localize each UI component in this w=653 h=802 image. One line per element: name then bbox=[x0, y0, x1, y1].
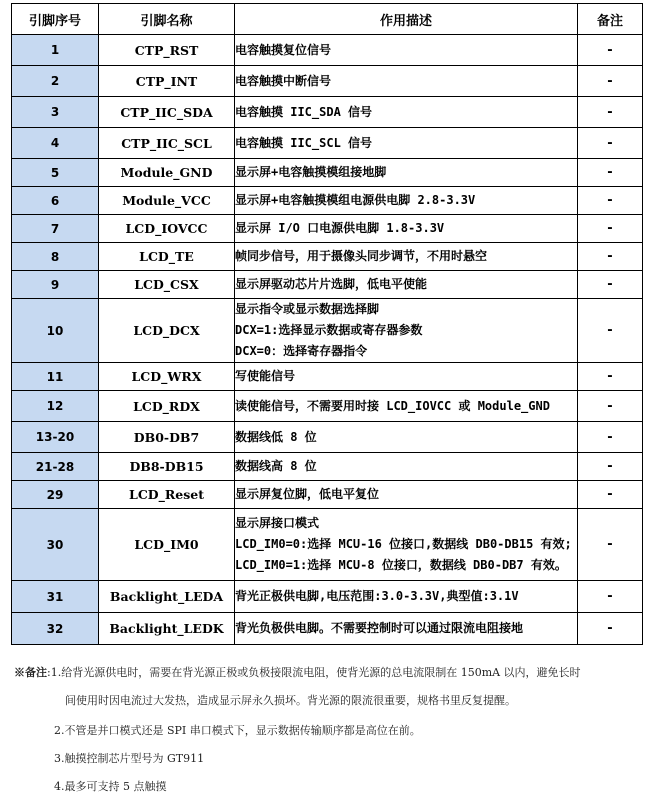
pin-number: 6 bbox=[12, 187, 99, 215]
pin-remark: - bbox=[578, 243, 643, 271]
pin-number: 21-28 bbox=[12, 453, 99, 481]
pin-number: 3 bbox=[12, 97, 99, 128]
pin-description bbox=[235, 97, 578, 128]
description-line: 电容触摸中断信号 bbox=[235, 73, 332, 88]
table-row bbox=[12, 581, 643, 613]
pin-remark: - bbox=[578, 509, 643, 581]
pin-description bbox=[235, 243, 578, 271]
pin-name: Module_VCC bbox=[99, 187, 235, 215]
pin-description bbox=[235, 422, 578, 453]
table-header-row bbox=[12, 4, 643, 35]
pin-remark: - bbox=[578, 481, 643, 509]
pin-name: LCD_CSX bbox=[99, 271, 235, 299]
table-row bbox=[12, 422, 643, 453]
note-line-2: 2.不管是并口模式还是 SPI 串口模式下，显示数据传输顺序都是高位在前。 bbox=[54, 724, 421, 737]
pin-name: DB0-DB7 bbox=[99, 422, 235, 453]
table-row bbox=[12, 509, 643, 581]
pin-remark: - bbox=[578, 128, 643, 159]
pin-description bbox=[235, 363, 578, 391]
pin-description bbox=[235, 391, 578, 422]
pin-name: LCD_IOVCC bbox=[99, 215, 235, 243]
table-row bbox=[12, 271, 643, 299]
pin-name: LCD_Reset bbox=[99, 481, 235, 509]
pin-number: 2 bbox=[12, 66, 99, 97]
pin-remark: - bbox=[578, 363, 643, 391]
description-line: LCD_IM0=1:选择 MCU-8 位接口，数据线 DB0-DB7 有效。 bbox=[235, 558, 567, 572]
description-line: 帧同步信号，用于摄像头同步调节，不用时悬空 bbox=[235, 249, 488, 263]
pin-name: LCD_IM0 bbox=[99, 509, 235, 581]
pin-number: 9 bbox=[12, 271, 99, 299]
pin-remark: - bbox=[578, 422, 643, 453]
description-line: LCD_IM0=0:选择 MCU-16 位接口,数据线 DB0-DB15 有效; bbox=[235, 537, 572, 551]
pin-remark: - bbox=[578, 35, 643, 66]
pin-name: CTP_RST bbox=[99, 35, 235, 66]
pin-remark: - bbox=[578, 613, 643, 645]
header-pin-number: 引脚序号 bbox=[12, 4, 99, 35]
pin-name: Module_GND bbox=[99, 159, 235, 187]
description-line: 显示屏 I/O 口电源供电脚 1.8-3.3V bbox=[235, 221, 445, 235]
pin-remark: - bbox=[578, 299, 643, 363]
description-line: 电容触摸 IIC_SDA 信号 bbox=[235, 104, 373, 119]
pin-name: CTP_IIC_SDA bbox=[99, 97, 235, 128]
pin-remark: - bbox=[578, 453, 643, 481]
pin-description bbox=[235, 187, 578, 215]
table-row bbox=[12, 391, 643, 422]
pin-name: LCD_RDX bbox=[99, 391, 235, 422]
pin-number: 5 bbox=[12, 159, 99, 187]
pin-name: Backlight_LEDK bbox=[99, 613, 235, 645]
pin-remark: - bbox=[578, 581, 643, 613]
header-pin-name: 引脚名称 bbox=[99, 4, 235, 35]
pin-remark: - bbox=[578, 187, 643, 215]
description-line: DCX=0：选择寄存器指令 bbox=[235, 344, 368, 358]
table-row bbox=[12, 481, 643, 509]
description-line: 显示屏驱动芯片片选脚，低电平使能 bbox=[235, 277, 428, 291]
pin-description bbox=[235, 215, 578, 243]
description-line: 写使能信号 bbox=[235, 369, 296, 383]
pin-number: 30 bbox=[12, 509, 99, 581]
table-row bbox=[12, 363, 643, 391]
pin-description bbox=[235, 271, 578, 299]
table-row bbox=[12, 215, 643, 243]
table-row bbox=[12, 453, 643, 481]
pin-number: 11 bbox=[12, 363, 99, 391]
pin-remark: - bbox=[578, 271, 643, 299]
table-row bbox=[12, 66, 643, 97]
table-row bbox=[12, 35, 643, 66]
pin-number: 31 bbox=[12, 581, 99, 613]
description-line: 显示屏复位脚，低电平复位 bbox=[235, 487, 380, 501]
pin-number: 12 bbox=[12, 391, 99, 422]
pin-table bbox=[11, 3, 643, 645]
pin-remark: - bbox=[578, 66, 643, 97]
table-row bbox=[12, 97, 643, 128]
pin-description bbox=[235, 159, 578, 187]
pin-description bbox=[235, 299, 578, 363]
description-line: 数据线低 8 位 bbox=[235, 429, 317, 444]
description-line: 背光负极供电脚。不需要控制时可以通过限流电阻接地 bbox=[235, 621, 524, 635]
header-description: 作用描述 bbox=[235, 4, 578, 35]
pin-name: DB8-DB15 bbox=[99, 453, 235, 481]
description-line: DCX=1:选择显示数据或寄存器参数 bbox=[235, 323, 423, 337]
note-line-3: 3.触摸控制芯片型号为 GT911 bbox=[54, 752, 205, 765]
description-line: 显示屏+电容触摸模组接地脚 bbox=[235, 165, 387, 179]
table-row bbox=[12, 299, 643, 363]
table-row bbox=[12, 187, 643, 215]
pin-description bbox=[235, 613, 578, 645]
pin-description bbox=[235, 481, 578, 509]
pin-name: Backlight_LEDA bbox=[99, 581, 235, 613]
pin-name: LCD_DCX bbox=[99, 299, 235, 363]
pin-number: 32 bbox=[12, 613, 99, 645]
notes-label: ※备注 bbox=[14, 666, 47, 679]
pin-remark: - bbox=[578, 391, 643, 422]
description-line: 读使能信号，不需要用时接 LCD_IOVCC 或 Module_GND bbox=[235, 398, 550, 413]
pin-remark: - bbox=[578, 215, 643, 243]
pin-description bbox=[235, 509, 578, 581]
pin-description bbox=[235, 581, 578, 613]
description-line: 显示指令或显示数据选择脚 bbox=[235, 302, 380, 316]
pin-number: 4 bbox=[12, 128, 99, 159]
pin-number: 29 bbox=[12, 481, 99, 509]
pin-name: CTP_INT bbox=[99, 66, 235, 97]
description-line: 显示屏+电容触摸模组电源供电脚 2.8-3.3V bbox=[235, 193, 476, 207]
pin-name: LCD_WRX bbox=[99, 363, 235, 391]
header-remark: 备注 bbox=[578, 4, 643, 35]
table-row bbox=[12, 243, 643, 271]
description-line: 数据线高 8 位 bbox=[235, 459, 317, 473]
note-line-1: ※备注:1.给背光源供电时，需要在背光源正极或负极接限流电阻，使背光源的总电流限制在 150mA 以内，避免长时 bbox=[14, 666, 581, 679]
pin-number: 13-20 bbox=[12, 422, 99, 453]
pin-name: LCD_TE bbox=[99, 243, 235, 271]
description-line: 电容触摸复位信号 bbox=[235, 42, 332, 57]
description-line: 背光正极供电脚,电压范围:3.0-3.3V,典型值:3.1V bbox=[235, 589, 519, 603]
pin-number: 1 bbox=[12, 35, 99, 66]
pin-number: 8 bbox=[12, 243, 99, 271]
pin-number: 7 bbox=[12, 215, 99, 243]
pin-description bbox=[235, 35, 578, 66]
pin-description bbox=[235, 128, 578, 159]
pin-remark: - bbox=[578, 97, 643, 128]
pin-description bbox=[235, 453, 578, 481]
table-row bbox=[12, 613, 643, 645]
pin-number: 10 bbox=[12, 299, 99, 363]
description-line: 显示屏接口模式 bbox=[235, 516, 320, 530]
note-line-1-cont: 间使用时因电流过大发热，造成显示屏永久损坏。背光源的限流很重要，规格书里反复提醒。 bbox=[65, 694, 516, 707]
pin-remark: - bbox=[578, 159, 643, 187]
pin-name: CTP_IIC_SCL bbox=[99, 128, 235, 159]
description-line: 电容触摸 IIC_SCL 信号 bbox=[235, 135, 373, 150]
note-line-4: 4.最多可支持 5 点触摸 bbox=[54, 780, 167, 793]
table-row bbox=[12, 128, 643, 159]
table-row bbox=[12, 159, 643, 187]
pin-description bbox=[235, 66, 578, 97]
